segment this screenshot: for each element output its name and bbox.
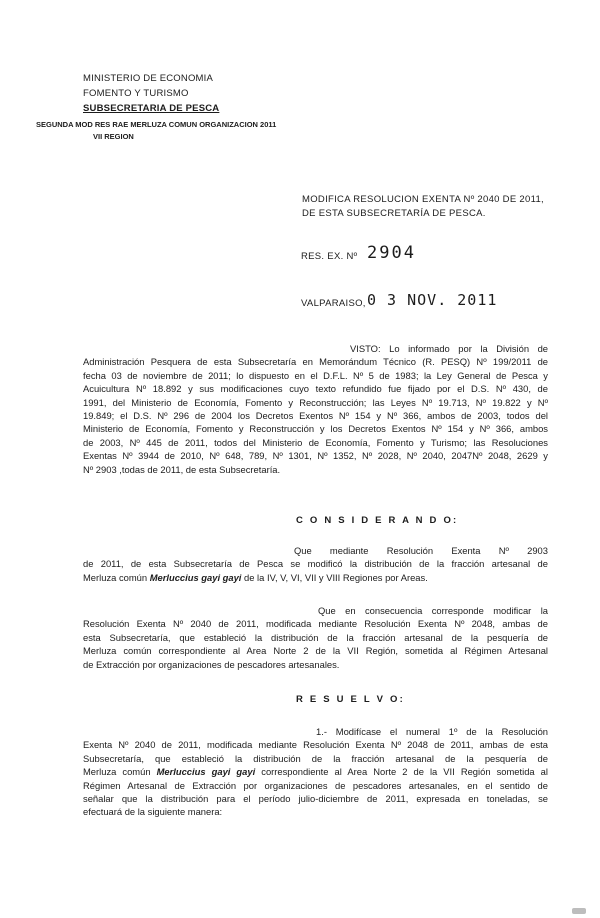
visto-line: Acuicultura Nº 18.892 y sus modificaciones cuyo texto refundido fue fijado por el D.S. Nº 430, de: [83, 383, 548, 395]
considerando-line: Que en consecuencia corresponde modificar la: [318, 605, 548, 616]
resuelvo-heading: R E S U E L V O:: [296, 694, 405, 705]
resolution-number: 2904: [367, 243, 416, 263]
resuelvo-line: Régimen Artesanal de Extracción por organizaciones de pescadores artesanales, en el sentido de: [83, 779, 548, 791]
visto-line: de 2003, Nº 445 de 2011, todos del Ministerio de Economía, Fomento y Turismo; las Resoluciones: [83, 436, 548, 448]
resuelvo-line: Subsecretaría, que estableció la distribución de la fracción artesanal de la pesquería de: [83, 752, 548, 764]
considerando-paragraph-2: [83, 604, 548, 671]
visto-line: Exentas Nº 3944 de 2010, Nº 648, 789, Nº 1301, Nº 1352, Nº 2028, Nº 2040, 2047Nº 2048, 2629 y: [83, 450, 548, 462]
resolution-label: RES. EX. Nº: [301, 251, 358, 262]
scan-smudge: [572, 908, 586, 914]
ministry-subtitle: FOMENTO Y TURISMO: [83, 88, 189, 99]
resuelvo-line: Merluza común Merluccius gayi gayi correspondiente al Area Norte 2 de la VII Región sometida al: [83, 766, 548, 778]
subsecretaria-name: SUBSECRETARIA DE PESCA: [83, 103, 220, 114]
species-name: Merluccius gayi gayi: [156, 766, 256, 778]
visto-paragraph: [83, 342, 548, 476]
document-subject-code: SEGUNDA MOD RES RAE MERLUZA COMUN ORGANIZACION 2011: [36, 120, 277, 129]
species-name: Merluccius gayi gayi: [149, 571, 242, 583]
visto-line: 1991, del Ministerio de Economía, Fomento y Reconstrucción; las Leyes Nº 19.713, Nº 19.822 y Nº: [83, 396, 548, 408]
resuelvo-line: señalar que la distribución para el período julio-diciembre de 2011, expresada en toneladas, se: [83, 793, 548, 805]
resuelvo-line: efectuará de la siguiente manera:: [83, 806, 223, 818]
visto-line: Ministerio de Economía, Fomento y Reconstrucción y los Decretos Exentos Nº 154 y Nº 366, ambos: [83, 423, 548, 435]
place-label: VALPARAISO,: [301, 298, 366, 309]
considerando-paragraph-1: [83, 544, 548, 584]
resuelvo-line: Exenta Nº 2040 de 2011, modificada mediante Resolución Exenta Nº 2048 de 2011, ambas de esta: [83, 739, 548, 751]
considerando-line: Que mediante Resolución Exenta Nº 2903: [294, 545, 548, 556]
visto-line: 19.849; el D.S. Nº 296 de 2004 los Decretos Exentos Nº 154 y Nº 366, ambos de 2003, todos del: [83, 410, 548, 422]
document-region: VII REGION: [93, 132, 134, 141]
visto-line: Administración Pesquera de esta Subsecretaría en Memorándum Técnico (R. PESQ) Nº 199/2011 de: [83, 356, 548, 368]
resuelvo-line: 1.- Modifícase el numeral 1º de la Resolución: [316, 726, 548, 737]
considerando-line: Merluza común correspondiente al Area Norte 2 de la VII Región, sometida al Régimen Artesanal: [83, 645, 548, 657]
visto-line: VISTO: Lo informado por la División de: [350, 343, 548, 354]
considerando-line: de 2011, de esta Subsecretaría de Pesca se modificó la distribución de la fracción artesanal de: [83, 558, 548, 570]
considerando-line: de Extracción por organizaciones de pescadores artesanales.: [83, 658, 340, 670]
considerando-line: Resolución Exenta Nº 2040 de 2011, modificada mediante Resolución Exenta Nº 2048, ambas de: [83, 618, 548, 630]
reference-line-2: DE ESTA SUBSECRETARÍA DE PESCA.: [302, 208, 486, 219]
resuelvo-paragraph-1: [83, 725, 548, 819]
visto-line: Nº 2903 ,todas de 2011, de esta Subsecretaría.: [83, 463, 281, 475]
visto-line: fecha 03 de noviembre de 2011; lo dispuesto en el D.F.L. Nº 5 de 1983; la Ley General de Pesca y: [83, 369, 548, 381]
considerando-line: esta Subsecretaría, que estableció la distribución de la fracción artesanal de la pesquería de: [83, 631, 548, 643]
considerando-line: Merluza común Merluccius gayi gayi de la IV, V, VI, VII y VIII Regiones por Areas.: [83, 571, 428, 583]
date-stamp: 0 3 NOV. 2011: [367, 291, 498, 309]
considerando-heading: C O N S I D E R A N D O:: [296, 515, 459, 526]
ministry-name: MINISTERIO DE ECONOMIA: [83, 73, 214, 84]
reference-line-1: MODIFICA RESOLUCION EXENTA Nº 2040 DE 2011,: [302, 194, 544, 205]
